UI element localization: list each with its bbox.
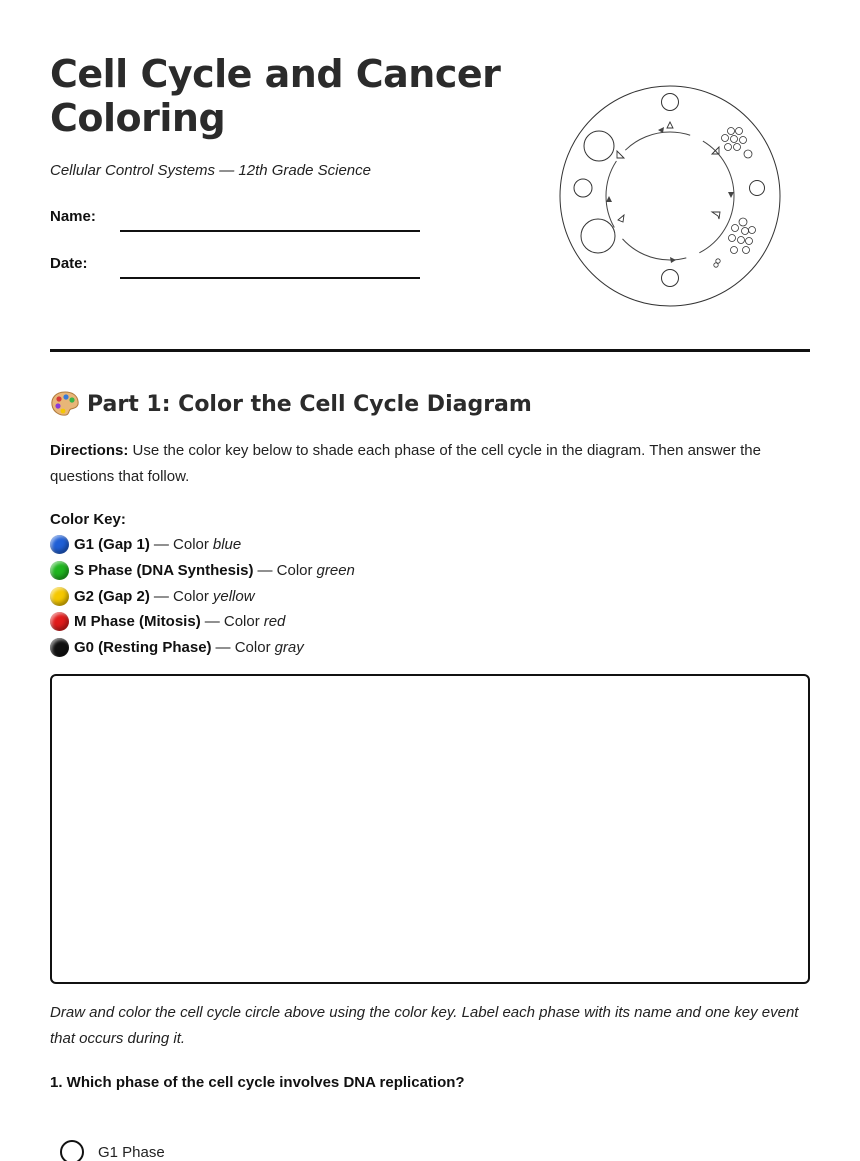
radio-button[interactable] bbox=[60, 1140, 84, 1161]
color-key-item bbox=[50, 635, 355, 661]
drawing-area[interactable] bbox=[50, 674, 810, 984]
phase-label: G1 (Gap 1) bbox=[74, 536, 150, 554]
cell-drawing bbox=[574, 179, 592, 197]
color-instruction: — Color bbox=[153, 536, 209, 554]
color-instruction: — Color bbox=[153, 587, 209, 605]
cycle-arrowhead bbox=[670, 257, 676, 263]
phase-marker-icon bbox=[618, 215, 624, 222]
page-subtitle: Cellular Control Systems — 12th Grade Science bbox=[50, 162, 371, 179]
color-dot-icon bbox=[50, 587, 69, 606]
directions-body: Use the color key below to shade each phase of the cell cycle in the diagram. Then answer the questions that follow. bbox=[50, 442, 761, 485]
color-instruction: — Color bbox=[204, 613, 260, 631]
cell-cluster-drawing bbox=[722, 128, 753, 159]
name-label: Name: bbox=[50, 208, 96, 225]
name-field[interactable] bbox=[50, 208, 96, 225]
cycle-arrowhead bbox=[728, 192, 734, 198]
color-name: gray bbox=[274, 639, 304, 657]
date-label: Date: bbox=[50, 255, 88, 272]
color-dot-icon bbox=[50, 612, 69, 631]
color-key bbox=[50, 508, 355, 660]
header-divider bbox=[50, 349, 810, 352]
color-dot-icon bbox=[50, 638, 69, 657]
answer-option[interactable] bbox=[60, 1140, 165, 1161]
phase-marker-icon bbox=[667, 122, 673, 128]
part1-title: Part 1: Color the Cell Cycle Diagram bbox=[87, 391, 532, 417]
color-key-title: Color Key: bbox=[50, 511, 126, 528]
name-blank-line[interactable] bbox=[120, 230, 420, 232]
color-name: green bbox=[316, 562, 355, 580]
phase-label: M Phase (Mitosis) bbox=[74, 613, 201, 631]
option-label: G1 Phase bbox=[98, 1143, 165, 1161]
phase-label: G2 (Gap 2) bbox=[74, 587, 150, 605]
phase-marker-icon bbox=[712, 212, 720, 219]
directions-text bbox=[50, 438, 810, 490]
drawing-instructions: Draw and color the cell cycle circle above using the color key. Label each phase with its name and one key event that occurs during it. bbox=[50, 1004, 799, 1047]
cell-cluster-drawing bbox=[714, 218, 756, 267]
directions-lead: Directions: bbox=[50, 442, 129, 459]
color-instruction: — Color bbox=[257, 562, 313, 580]
cell-drawing bbox=[581, 219, 615, 253]
color-key-item bbox=[50, 609, 355, 635]
cell-drawing bbox=[750, 181, 765, 196]
date-field[interactable] bbox=[50, 255, 88, 272]
color-key-item bbox=[50, 558, 355, 584]
phase-marker-icon bbox=[617, 151, 624, 158]
palette-icon bbox=[50, 390, 80, 418]
cell-drawing bbox=[662, 94, 679, 111]
part1-heading bbox=[50, 390, 532, 418]
cell-drawing bbox=[584, 131, 614, 161]
cycle-arrowhead bbox=[606, 196, 612, 202]
phase-label: G0 (Resting Phase) bbox=[74, 639, 212, 657]
date-blank-line[interactable] bbox=[120, 277, 420, 279]
color-name: yellow bbox=[212, 587, 255, 605]
color-dot-icon bbox=[50, 535, 69, 554]
page-title: Cell Cycle and Cancer Coloring bbox=[50, 52, 501, 140]
color-key-item bbox=[50, 532, 355, 558]
worksheet-header bbox=[50, 0, 810, 352]
question-1: 1. Which phase of the cell cycle involves DNA replication? bbox=[50, 1074, 465, 1091]
color-instruction: — Color bbox=[215, 639, 271, 657]
color-dot-icon bbox=[50, 561, 69, 580]
color-name: blue bbox=[212, 536, 242, 554]
color-key-item bbox=[50, 583, 355, 609]
cell-drawing bbox=[662, 270, 679, 287]
phase-label: S Phase (DNA Synthesis) bbox=[74, 562, 254, 580]
color-name: red bbox=[263, 613, 286, 631]
cell-cycle-illustration bbox=[558, 84, 782, 308]
